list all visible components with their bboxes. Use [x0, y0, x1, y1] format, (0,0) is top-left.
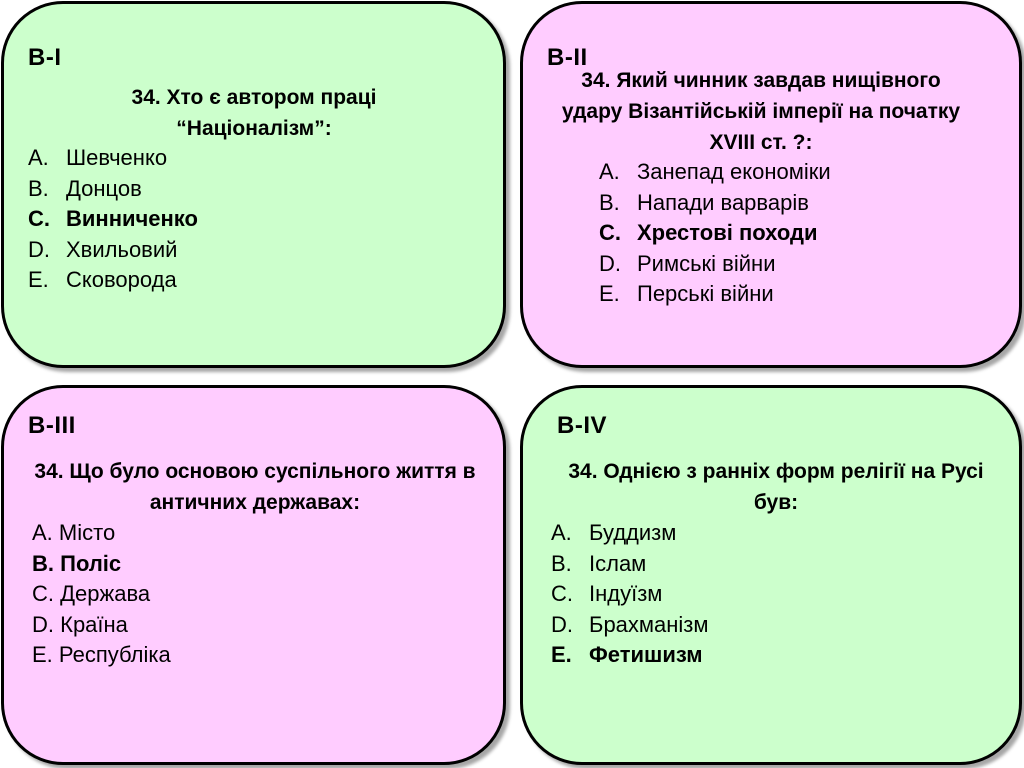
answer-b: В. Поліс	[32, 550, 122, 576]
answer-list	[28, 143, 198, 296]
variant-1-card	[1, 1, 506, 368]
answer-a: А. Буддизм	[551, 520, 677, 545]
variant-label: В-ІІІ	[28, 412, 76, 439]
answer-c: С. Індуїзм	[551, 581, 663, 606]
answer-c: С. Держава	[32, 581, 151, 606]
answer-list	[551, 518, 709, 671]
question-text: 34. Хто є автором праці “Націоналізм”:	[131, 86, 377, 140]
question-text: 34. Що було основою суспільного життя в античних державах:	[34, 460, 476, 514]
variant-3-card	[1, 385, 506, 765]
answer-a: А. Занепад економіки	[599, 159, 831, 184]
answer-d: D. Брахманізм	[551, 611, 709, 637]
answer-b: В. Іслам	[551, 550, 647, 576]
answer-b: В. Напади варварів	[599, 189, 809, 215]
answer-a: А. Місто	[32, 520, 116, 545]
variant-4-card	[520, 385, 1022, 765]
answer-d: D. Країна	[32, 611, 128, 637]
variant-label: В-ІІ	[547, 44, 588, 71]
variant-2-card	[520, 1, 1022, 368]
answer-e: Е. Перські війни	[599, 281, 774, 306]
answer-d: D. Римські війни	[599, 250, 776, 276]
answer-c: С. Хрестові походи	[599, 220, 818, 245]
answer-d: D. Хвильовий	[28, 236, 178, 262]
answer-e: Е. Фетишизм	[551, 642, 703, 667]
answer-e: Е. Республіка	[32, 642, 171, 667]
answer-b: В. Донцов	[28, 175, 142, 201]
answer-c: С. Винниченко	[28, 206, 198, 231]
answer-list	[599, 157, 831, 310]
variant-label: В-І	[28, 44, 62, 71]
question-text: 34. Який чинник завдав нищівного удару Візантійській імперії на початку XVIII ст. ?:	[561, 69, 961, 154]
answer-a: А. Шевченко	[28, 145, 168, 170]
question-text: 34. Однією з ранніх форм релігії на Русі був:	[568, 460, 984, 514]
answer-e: Е. Сковорода	[28, 267, 177, 292]
answer-list	[32, 518, 171, 671]
variant-label: В-ІV	[557, 412, 607, 439]
